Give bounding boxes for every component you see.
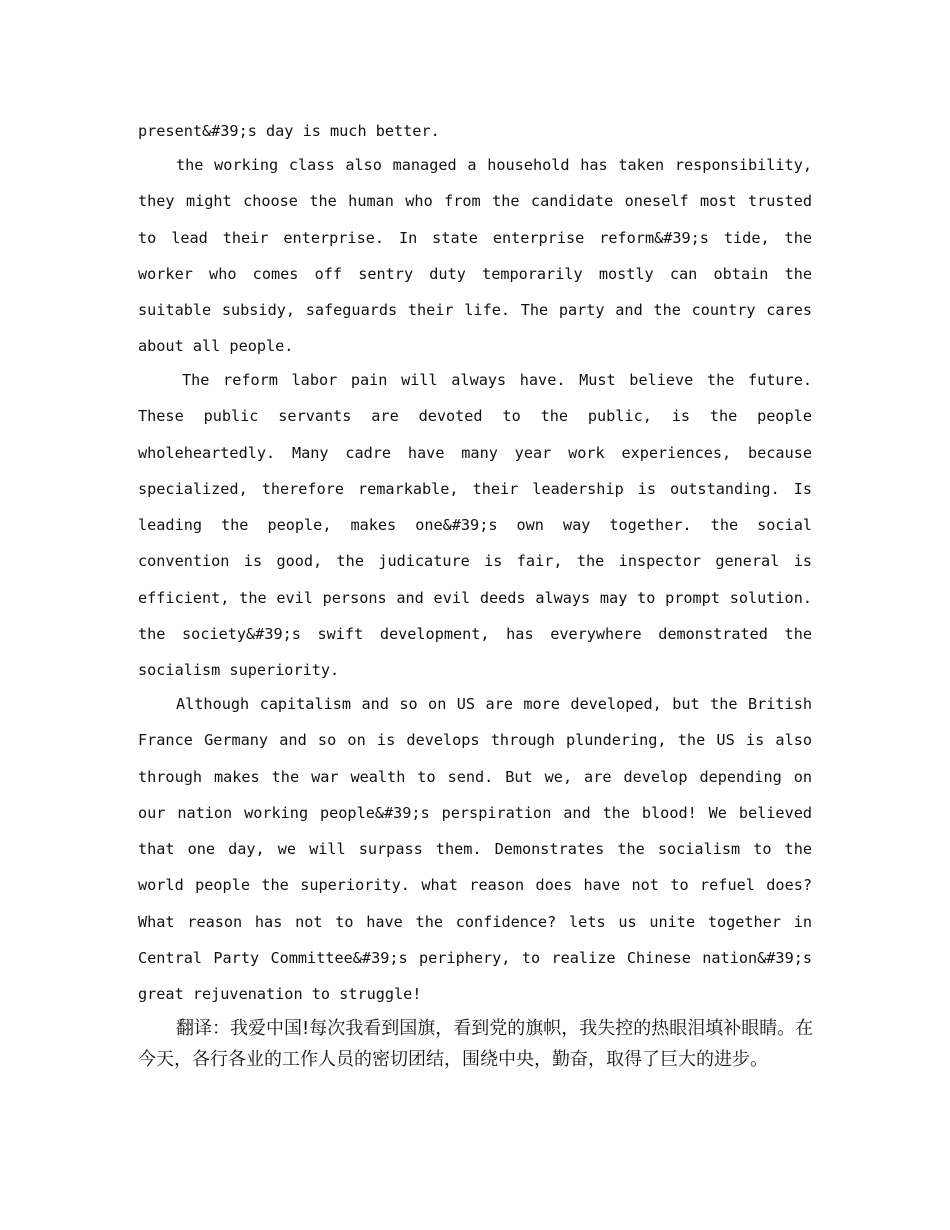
- paragraph-text: 翻译：我爱中国!每次我看到国旗，看到党的旗帜，我失控的热眼泪填补眼睛。在今天，各行各业的工作人员的密切团结，围绕中央，勤奋，取得了巨大的进步。: [138, 1018, 814, 1070]
- paragraph-text: Although capitalism and so on US are more developed, but the British France Germany and so on is develops through plundering, the US is also through makes the war wealth to send. But we, are develop depending on our nation working people&#39;s perspiration and the blood! We believed that one day, we will surpass them. Demonstrates the socialism to the world people the superiority. what reason does have not to refuel does? What reason has not to have the confidence? lets us unite together in Central Party Committee&#39;s periphery, to realize Chinese nation&#39;s great rejuvenation to struggle!: [138, 695, 812, 1004]
- paragraph-working-class: [138, 147, 812, 365]
- paragraph-reform: [138, 362, 812, 689]
- paragraph-capitalism: [138, 686, 812, 1013]
- paragraph-text: The reform labor pain will always have. Must believe the future. These public servants are devoted to the public, is the people wholeheartedly. Many cadre have many year work experiences, because specialized, therefore remarkable, their leadership is outstanding. Is leading the people, makes one&#39;s own way together. the social convention is good, the judicature is fair, the inspector general is efficient, the evil persons and evil deeds always may to prompt solution. the society&#39;s swift development, has everywhere demonstrated the socialism superiority.: [138, 371, 812, 680]
- paragraph-continuation: [138, 113, 812, 149]
- paragraph-text: present&#39;s day is much better.: [138, 122, 440, 140]
- paragraph-translation: [138, 1013, 828, 1075]
- paragraph-text: the working class also managed a household has taken responsibility, they might choose the human who from the candidate oneself most trusted to lead their enterprise. In state enterprise reform&#39;s tide, the worker who comes off sentry duty temporarily mostly can obtain the suitable subsidy, safeguards their life. The party and the country cares about all people.: [138, 156, 812, 356]
